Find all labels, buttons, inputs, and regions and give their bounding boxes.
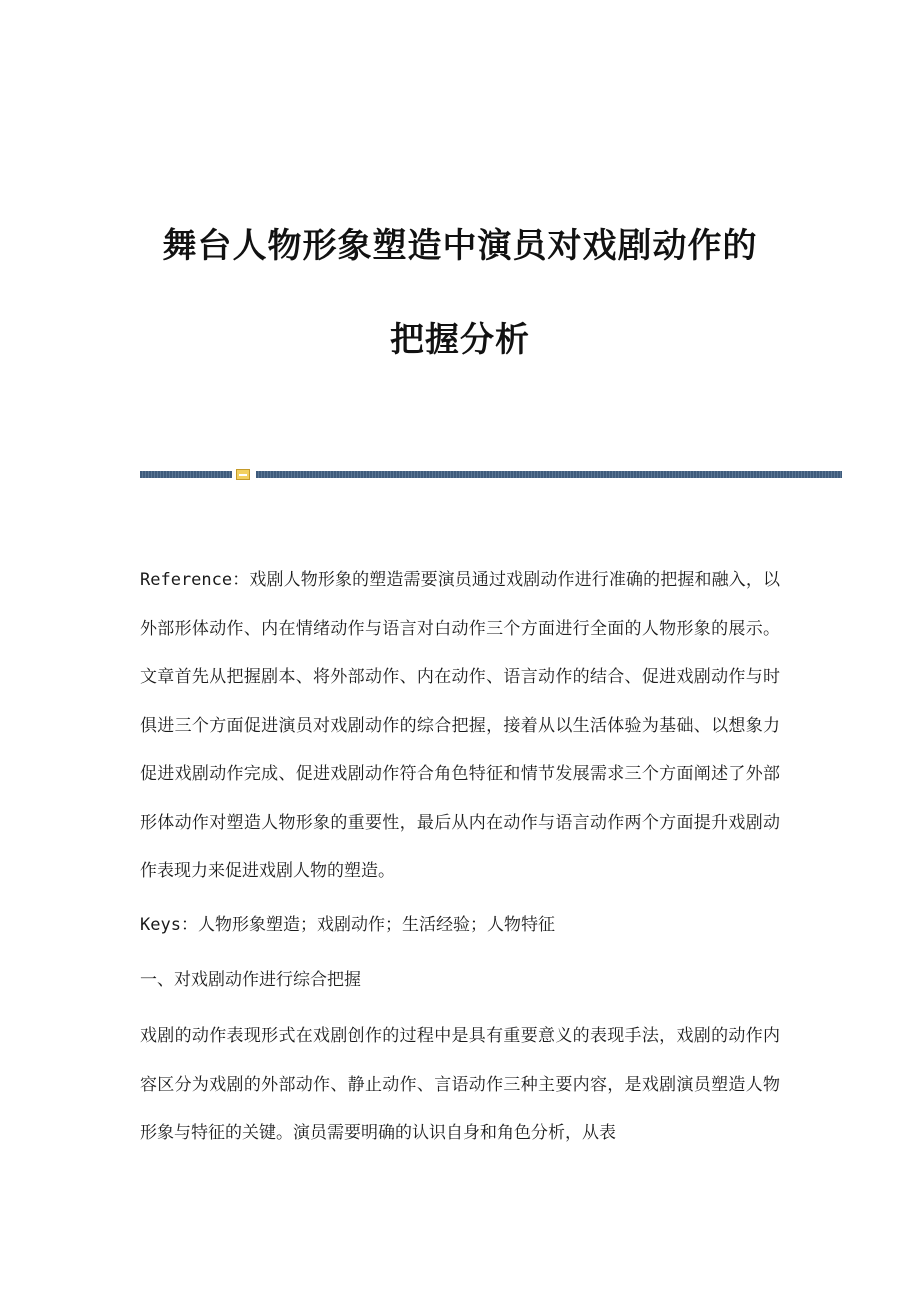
keywords-label: Keys： <box>140 915 198 935</box>
document-title-line-1: 舞台人物形象塑造中演员对戏剧动作的 <box>162 226 758 266</box>
section-paragraph: 戏剧的动作表现形式在戏剧创作的过程中是具有重要意义的表现手法，戏剧的动作内容区分为戏剧的外部动作、静止动作、言语动作三种主要内容，是戏剧演员塑造人物形象与特征的关键。演员需要明确的认识自身和角色分析，从表 <box>140 1026 780 1143</box>
keywords-line <box>140 901 780 949</box>
document-title-line-2: 把握分析 <box>390 320 530 360</box>
keywords-text: 人物形象塑造；戏剧动作；生活经验；人物特征 <box>197 915 555 935</box>
abstract-paragraph <box>140 556 780 896</box>
divider-ornament-icon <box>236 469 250 480</box>
abstract-text: 戏剧人物形象的塑造需要演员通过戏剧动作进行准确的把握和融入，以外部形体动作、内在情绪动作与语言对白动作三个方面进行全面的人物形象的展示。文章首先从把握剧本、将外部动作、内在动作、语言动作的结合、促进戏剧动作与时俱进三个方面促进演员对戏剧动作的综合把握，接着从以生活体验为基础、以想象力促进戏剧动作完成、促进戏剧动作符合角色特征和情节发展需求三个方面阐述了外部形体动作对塑造人物形象的重要性，最后从内在动作与语言动作两个方面提升戏剧动作表现力来促进戏剧人物的塑造。 <box>140 570 780 881</box>
abstract-label: Reference： <box>140 570 250 590</box>
divider-bar-right <box>256 471 842 478</box>
section-heading: 一、对戏剧动作进行综合把握 <box>140 970 361 990</box>
divider-bar-left <box>140 471 232 478</box>
title-divider <box>140 469 842 479</box>
